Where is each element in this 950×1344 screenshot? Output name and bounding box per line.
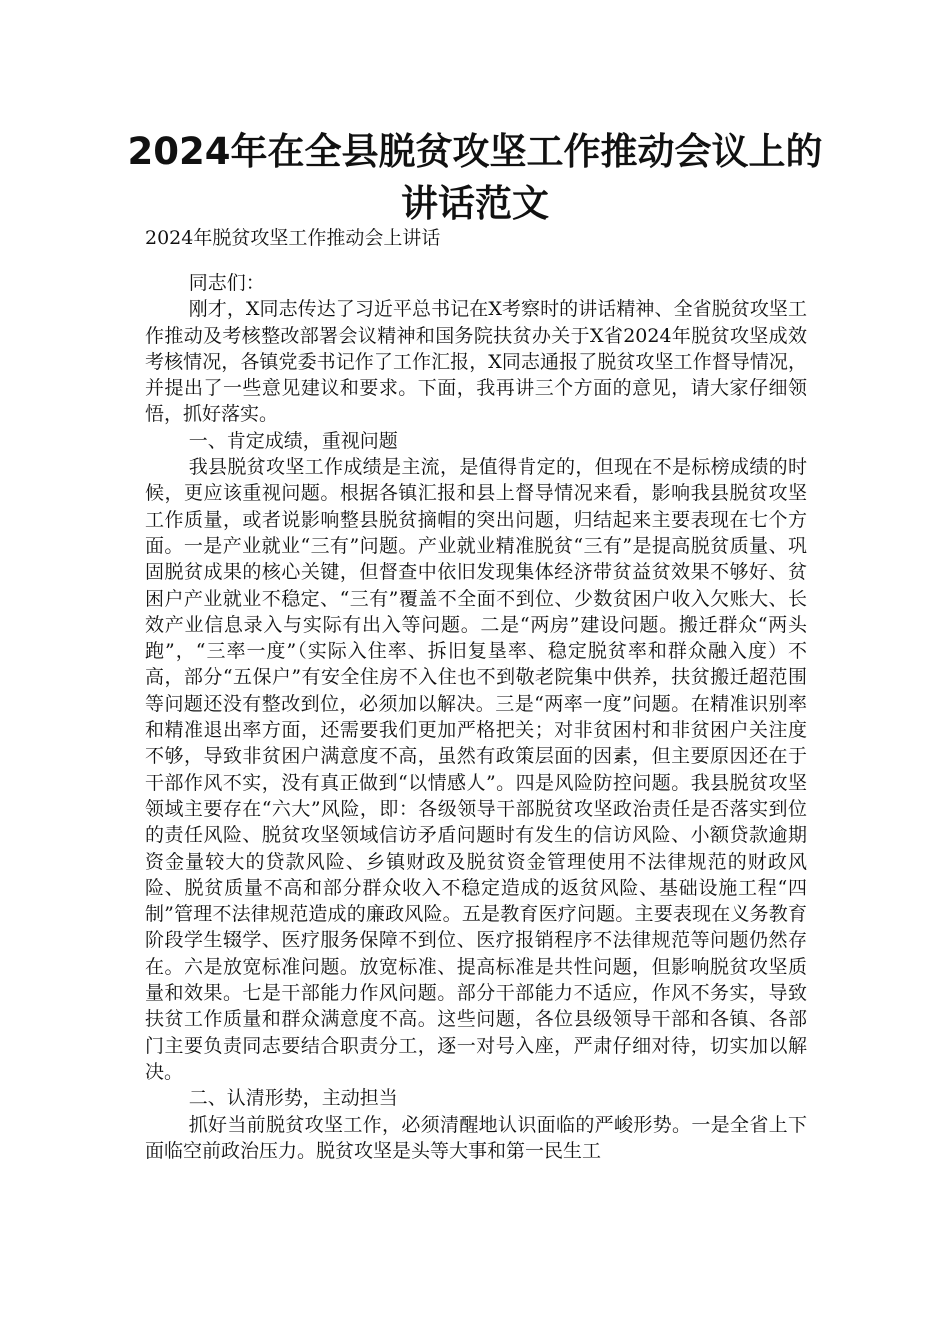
body-paragraph: 抓好当前脱贫攻坚工作，必须清醒地认识面临的严峻形势。一是全省上下面临空前政治压力。脱贫攻坚是头等大事和第一民生工 [145, 1113, 807, 1162]
document-subtitle: 2024年脱贫攻坚工作推动会上讲话 [145, 227, 441, 249]
document-body [145, 270, 807, 1164]
salutation: 同志们： [188, 272, 265, 294]
body-paragraph: 我县脱贫攻坚工作成绩是主流，是值得肯定的，但现在不是标榜成绩的时候，更应该重视问题。根据各镇汇报和县上督导情况来看，影响我县脱贫攻坚工作质量，或者说影响整县脱贫摘帽的突出问题，归结起来主要表现在七个方面。一是产业就业“三有”问题。产业就业精准脱贫“三有”是提高脱贫质量、巩固脱贫成果的核心关键，但督查中依旧发现集体经济带贫益贫效果不够好、贫困户产业就业不稳定、“三有”覆盖不全面不到位、少数贫困户收入欠账大、长效产业信息录入与实际有出入等问题。二是“两房”建设问题。搬迁群众“两头跑”，“三率一度”（实际入住率、拆旧复垦率、稳定脱贫率和群众融入度）不高，部分“五保户”有安全住房不入住也不到敬老院集中供养，扶贫搬迁超范围等问题还没有整改到位，必须加以解决。三是“两率一度”问题。在精准识别率和精准退出率方面，还需要我们更加严格把关；对非贫困村和非贫困户关注度不够，导致非贫困户满意度不高，虽然有政策层面的因素，但主要原因还在于干部作风不实，没有真正做到“以情感人”。四是风险防控问题。我县脱贫攻坚领域主要存在“六大”风险，即：各级领导干部脱贫攻坚政治责任是否落实到位的责任风险、脱贫攻坚领域信访矛盾问题时有发生的信访风险、小额贷款逾期资金量较大的贷款风险、乡镇财政及脱贫资金管理使用不法律规范的财政风险、脱贫质量不高和部分群众收入不稳定造成的返贫风险、基础设施工程“四制”管理不法律规范造成的廉政风险。五是教育医疗问题。主要表现在义务教育阶段学生辍学、医疗服务保障不到位、医疗报销程序不法律规范等问题仍然存在。六是放宽标准问题。放宽标准、提高标准是共性问题，但影响脱贫攻坚质量和效果。七是干部能力作风问题。部分干部能力不适应，作风不务实，导致扶贫工作质量和群众满意度不高。这些问题，各位县级领导干部和各镇、各部门主要负责同志要结合职责分工，逐一对号入座，严肃仔细对待，切实加以解决。 [145, 456, 807, 1083]
document-title: 2024年在全县脱贫攻坚工作推动会议上的讲话范文 [127, 130, 823, 225]
section-heading: 二、认清形势，主动担当 [188, 1087, 398, 1110]
section-heading: 一、肯定成绩，重视问题 [188, 429, 398, 452]
body-paragraph: 刚才，X同志传达了习近平总书记在X考察时的讲话精神、全省脱贫攻坚工作推动及考核整改部署会议精神和国务院扶贫办关于X省2024年脱贫攻坚成效考核情况，各镇党委书记作了工作汇报，X同志通报了脱贫攻坚工作督导情况，并提出了一些意见建议和要求。下面，我再讲三个方面的意见，请大家仔细领悟，抓好落实。 [145, 298, 807, 426]
